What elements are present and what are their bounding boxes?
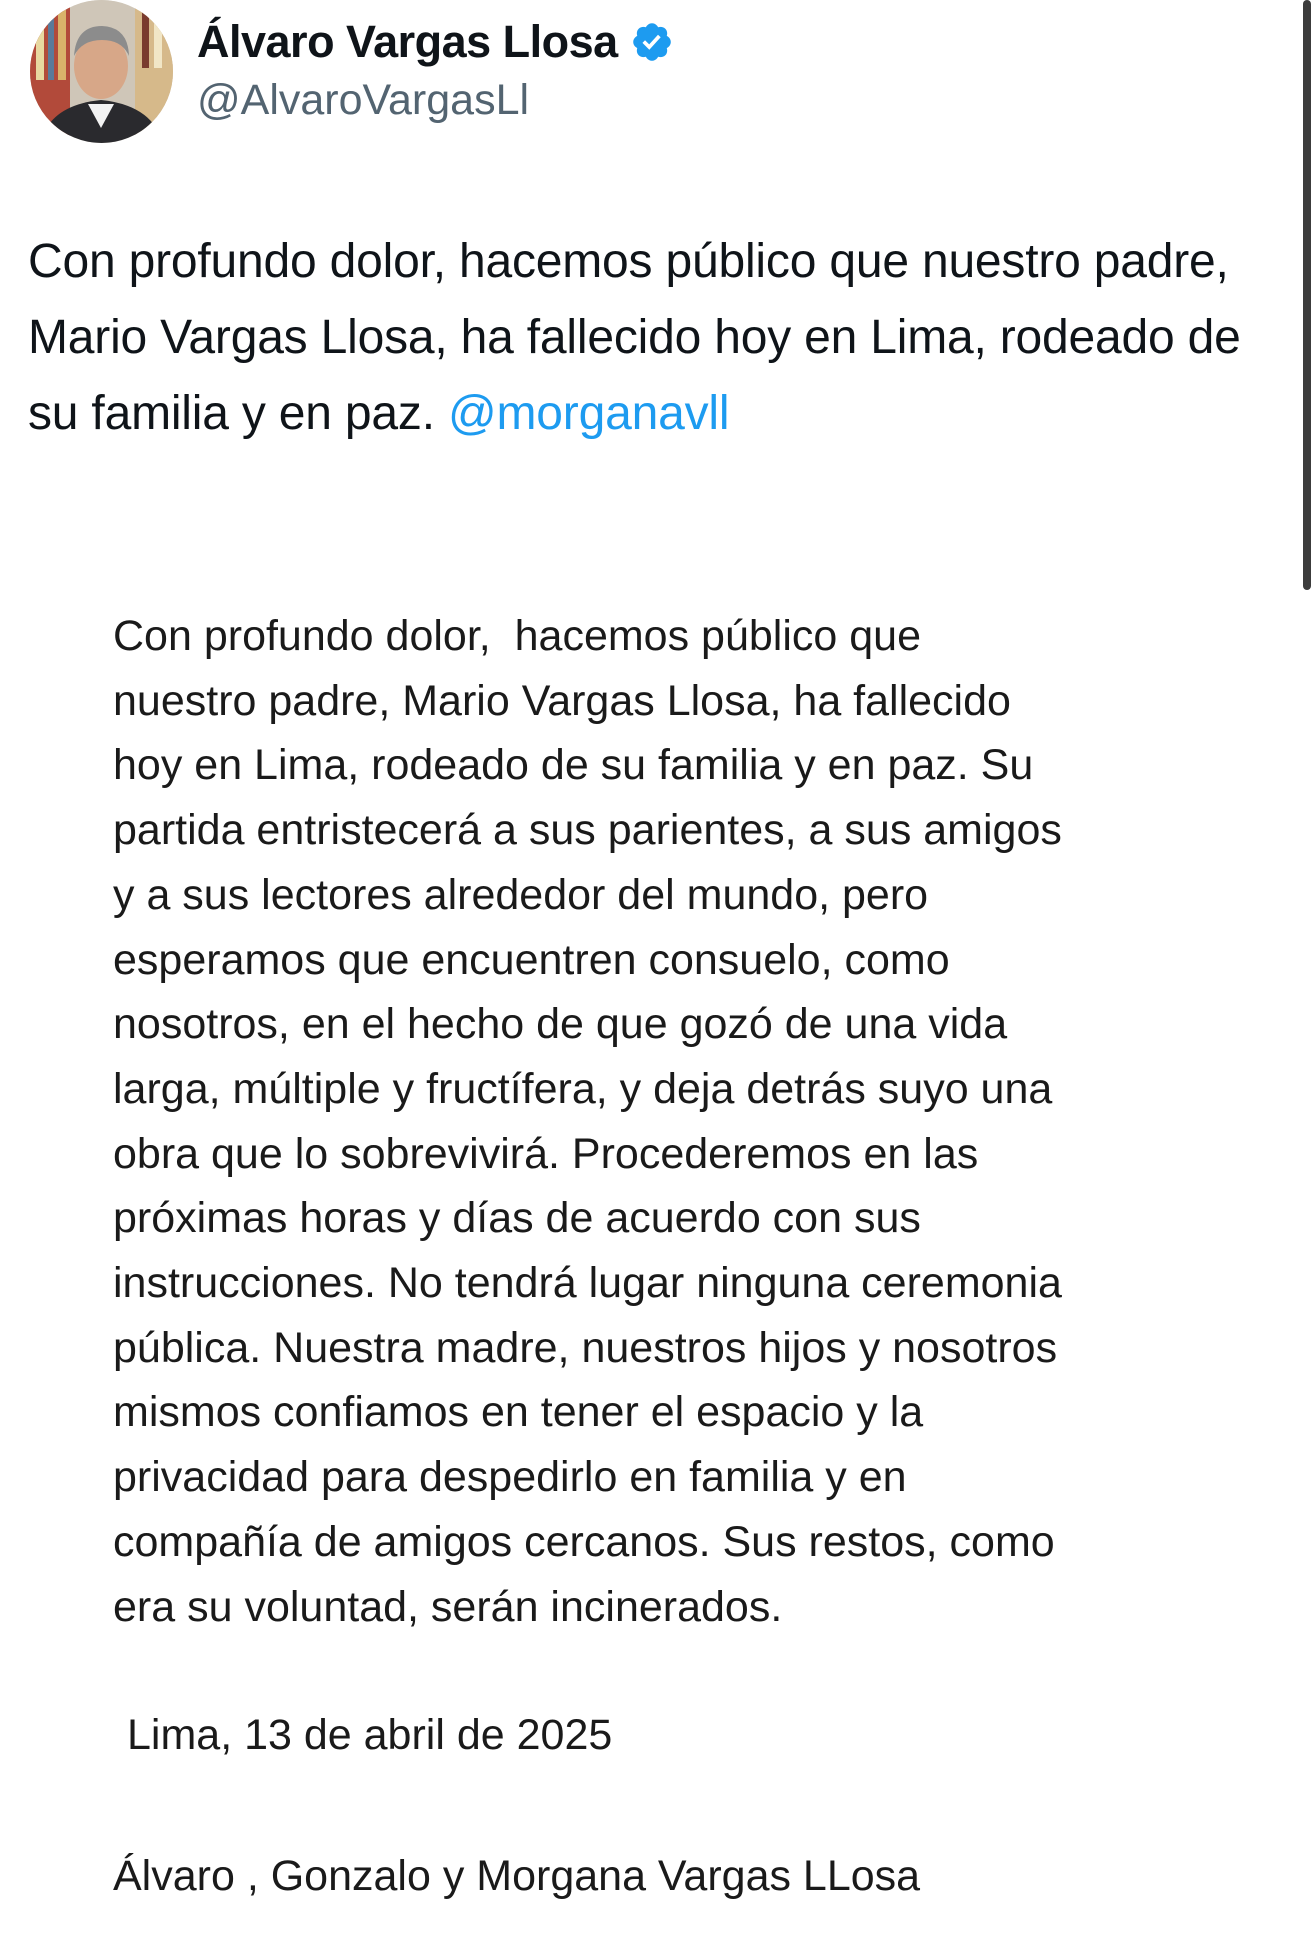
tweet-body: Con profundo dolor, hacemos público que nuestro padre, Mario Vargas Llosa, ha fallecido hoy en Lima, rodeado de su familia y en paz. [28,235,1241,440]
scrollbar-thumb[interactable] [1303,0,1311,590]
statement-signature: Álvaro , Gonzalo y Morgana Vargas LLosa [113,1852,921,1900]
verified-badge-icon [630,20,674,64]
author-name-row [197,12,674,72]
mention-link[interactable]: @morganavll [448,387,730,440]
author-name[interactable]: Álvaro Vargas Llosa [197,16,618,67]
author-avatar[interactable] [30,0,173,143]
profile-photo-icon [30,0,173,143]
statement-body: Con profundo dolor, hacemos público que nuestro padre, Mario Vargas Llosa, ha fallecido hoy en Lima, rodeado de su familia y en paz. Su partida entristecerá a sus parientes, a sus amigos y a sus lectores alrededor del mundo, pero esperamos que encuentren consuelo, como nosotros, en el hecho de que gozó de una vida larga, múltiple y fructífera, y deja detrás suyo una obra que lo sobrevivirá. Procederemos en las próximas horas y días de acuerdo con sus instrucciones. No tendrá lugar ninguna ceremonia pública. Nuestra madre, nuestros hijos y nosotros mismos confiamos en tener el espacio y la privacidad para despedirlo en familia y en compañía de amigos cercanos. Sus restos, como era su voluntad, serán incinerados. [113,612,1062,1631]
tweet-text [28,224,1298,452]
statement-date: Lima, 13 de abril de 2025 [127,1711,613,1759]
author-handle[interactable]: @AlvaroVargasLl [197,76,530,124]
